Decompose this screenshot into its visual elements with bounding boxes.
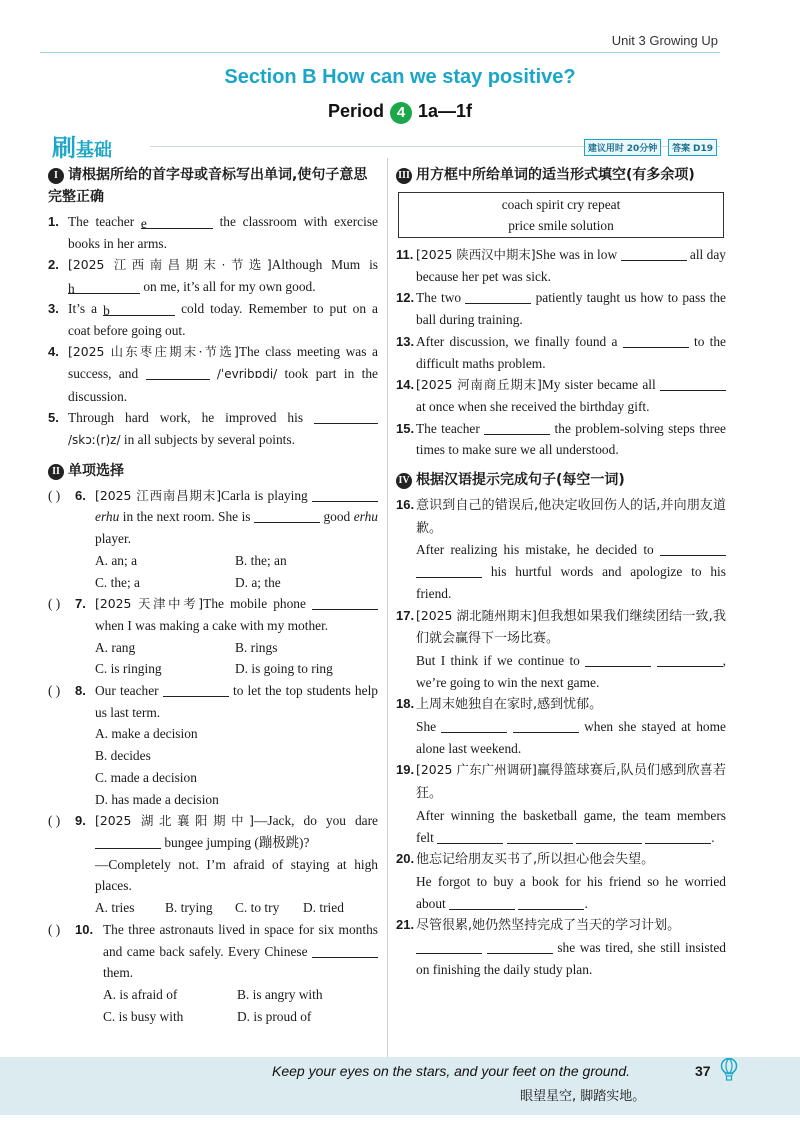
answer-blank[interactable] <box>312 486 378 502</box>
q-text: erhu <box>353 509 379 525</box>
answer-paren[interactable]: ( ) <box>48 487 61 503</box>
q-text: The three astronauts lived in space for six months and came back safely. Every Chinese <box>103 921 378 959</box>
hot-air-balloon-icon <box>720 1058 738 1088</box>
answer-paren[interactable]: ( ) <box>48 921 61 937</box>
q-chinese: 上周末她独自在家时,感到忧郁。 <box>416 697 603 713</box>
option-c[interactable]: C. made a decision <box>95 769 197 785</box>
q-number: 16. <box>396 497 415 513</box>
q-text: patiently taught us how to pass the ball during training. <box>416 290 726 328</box>
q-text: in the next room. She is <box>122 509 251 525</box>
q-text: The two <box>416 290 462 306</box>
question-1 <box>48 211 378 254</box>
question-10 <box>48 919 378 984</box>
q-text: them. <box>103 965 134 981</box>
answer-blank[interactable] <box>487 938 553 954</box>
q-source: [2025 河南商丘期末] <box>416 377 542 393</box>
question-16 <box>396 494 726 605</box>
period-range: 1a—1f <box>417 101 473 121</box>
q-text: to the difficult maths problem. <box>416 333 726 371</box>
q-text: My sister became all <box>541 377 656 393</box>
option-a[interactable]: A. rang <box>95 639 136 655</box>
question-2 <box>48 254 378 297</box>
question-6 <box>48 485 378 550</box>
roman-3-icon: III <box>396 168 412 184</box>
q-chinese: 意识到自己的错误后,他决定收回伤人的话,并向朋友道歉。 <box>416 498 726 536</box>
q-text: Our teacher <box>95 683 159 699</box>
answer-tag <box>668 139 717 156</box>
page-number: 37 <box>695 1063 711 1079</box>
question-8 <box>48 680 378 723</box>
answer-blank[interactable] <box>518 894 584 910</box>
time-label: 建议用时 <box>587 144 624 154</box>
q-text: After realizing his mistake, he decided to <box>416 542 654 558</box>
answer-blank[interactable] <box>660 375 726 391</box>
q-text: —Jack, do you dare <box>253 813 379 829</box>
answer-paren[interactable]: ( ) <box>48 813 61 829</box>
q-text: . <box>584 895 588 911</box>
q-chinese: 尽管很累,她仍然坚持完成了当天的学习计划。 <box>416 918 681 934</box>
column-divider <box>387 158 388 1058</box>
answer-blank[interactable] <box>484 419 550 435</box>
q-number: 21. <box>396 917 415 933</box>
question-3 <box>48 298 378 341</box>
question-18 <box>396 693 726 759</box>
q10-options <box>48 984 378 1027</box>
q-number: 20. <box>396 851 415 867</box>
q-source: [2025 湖北襄阳期中] <box>95 813 254 829</box>
option-d[interactable]: D. is proud of <box>237 1008 312 1024</box>
q-text: He forgot to buy a book for his friend so he worried about <box>416 873 726 911</box>
answer-blank[interactable] <box>146 364 210 380</box>
period-number-badge: 4 <box>390 102 412 124</box>
q-number: 4. <box>48 344 59 360</box>
word-box-line-1: coach spirit cry repeat <box>501 197 621 212</box>
q8-options <box>48 723 378 810</box>
q-text: took part in the discussion. <box>68 365 378 404</box>
period-label: Period <box>327 101 384 121</box>
q-source: [2025 湖北随州期末] <box>416 607 537 623</box>
first-letter-hint: h <box>68 281 75 297</box>
answer-blank[interactable] <box>95 833 161 849</box>
question-9 <box>48 810 378 897</box>
q-text: good <box>323 509 351 525</box>
q-number: 8. <box>75 683 86 699</box>
q-text: She <box>416 719 437 735</box>
unit-header: Unit 3 Growing Up <box>611 33 718 48</box>
question-17 <box>396 605 726 694</box>
q-text: The class meeting was a success, and <box>68 344 378 381</box>
option-a[interactable]: A. an; a <box>95 552 138 568</box>
q-source: [2025 天津中考] <box>95 596 204 612</box>
option-b[interactable]: B. rings <box>235 639 278 655</box>
q-text: on me, it’s all for my own good. <box>143 279 316 295</box>
answer-blank[interactable] <box>660 540 726 556</box>
answer-blank[interactable] <box>312 942 378 958</box>
answer-paren[interactable]: ( ) <box>48 683 61 699</box>
option-d[interactable]: D. a; the <box>235 574 281 590</box>
answer-blank[interactable] <box>657 651 723 667</box>
section-title: Section B How can we stay positive? <box>224 66 576 88</box>
question-19 <box>396 759 726 848</box>
answer-blank[interactable] <box>645 828 711 844</box>
q6-options <box>48 550 378 593</box>
q-number: 9. <box>75 813 86 829</box>
option-d[interactable]: D. is going to ring <box>235 661 333 677</box>
footer-quote-chinese: 眼望星空, 脚踏实地。 <box>520 1089 646 1104</box>
time-tag <box>584 139 661 156</box>
q-source: [2025 广东广州调研] <box>416 762 537 778</box>
part2-heading <box>48 460 378 482</box>
shua-logo <box>52 128 112 163</box>
footer-quote: Keep your eyes on the stars, and your feet on the ground. <box>272 1063 631 1079</box>
q-text: After winning the basketball game, the team members felt <box>416 807 726 845</box>
answer-blank[interactable] <box>623 332 689 348</box>
answer-blank[interactable] <box>312 594 378 610</box>
q-text: Through hard work, he improved his <box>68 410 304 426</box>
q-text: to let the top students help us last term. <box>95 683 378 720</box>
option-c[interactable]: C. the; a <box>95 574 140 590</box>
q-text: when I was making a cake with my mother. <box>95 617 329 633</box>
q-text: After discussion, we finally found a <box>416 333 618 349</box>
q-text: The teacher <box>416 420 480 436</box>
answer-blank[interactable] <box>254 507 320 523</box>
roman-4-icon: IV <box>396 473 412 489</box>
q-text: erhu <box>95 509 120 525</box>
option-b[interactable]: B. trying <box>165 900 213 916</box>
question-7 <box>48 593 378 636</box>
q7-options <box>48 637 378 680</box>
answer-blank[interactable] <box>621 245 687 261</box>
option-a[interactable]: A. make a decision <box>95 726 198 742</box>
part2-title: 单项选择 <box>68 462 124 479</box>
q-chinese: 赢得篮球赛后,队员们感到欣喜若狂。 <box>416 763 727 802</box>
answer-blank[interactable] <box>314 408 378 424</box>
option-b[interactable]: B. is angry with <box>237 986 323 1002</box>
answer-blank[interactable] <box>465 288 531 304</box>
answer-blank[interactable] <box>441 717 507 733</box>
answer-blank[interactable] <box>437 828 503 844</box>
question-13 <box>396 331 726 374</box>
answer-blank[interactable] <box>103 300 175 316</box>
q-source: [2025 江西南昌期末·节选] <box>68 257 272 273</box>
word-box-line-2: price smile solution <box>508 218 614 233</box>
roman-2-icon: II <box>48 464 64 480</box>
answer-blank[interactable] <box>449 894 515 910</box>
first-letter-hint: e <box>140 216 147 231</box>
q-text: Although Mum is <box>271 257 378 273</box>
q-text: She was in low <box>535 247 618 262</box>
q-number: 15. <box>396 420 415 436</box>
q-number: 10. <box>75 921 94 937</box>
question-5 <box>48 407 378 451</box>
q-number: 13. <box>396 333 415 349</box>
q-number: 5. <box>48 410 59 426</box>
answer-label: 答案 <box>672 144 691 154</box>
part3-heading <box>396 164 726 186</box>
option-c[interactable]: C. to try <box>235 900 280 916</box>
q-text: the classroom with exercise books in her arms. <box>68 214 378 251</box>
q-text: she was tired, she still insisted on finishing the daily study plan. <box>416 940 726 977</box>
answer-blank[interactable] <box>163 681 229 697</box>
q-text: . <box>711 829 715 845</box>
shua-small: 基础 <box>76 140 112 161</box>
q-text: It’s a <box>68 300 98 316</box>
header-rule <box>40 52 720 53</box>
q-number: 12. <box>396 290 415 306</box>
option-c[interactable]: C. is ringing <box>95 661 162 677</box>
q-text: , we’re going to win the next game. <box>416 652 726 690</box>
first-letter-hint: b <box>103 302 110 318</box>
q-source: [2025 江西南昌期末] <box>95 487 222 503</box>
right-column <box>396 160 726 981</box>
q-number: 6. <box>75 487 86 503</box>
left-column <box>48 160 378 1027</box>
answer-blank[interactable] <box>507 828 573 844</box>
q-source: [2025 山东枣庄期末·节选] <box>68 344 239 360</box>
q-text: cold today. Remember to put on a coat before going out. <box>68 300 378 338</box>
part4-heading <box>396 469 726 491</box>
q-text: The teacher <box>68 214 135 229</box>
q-number: 3. <box>48 300 59 316</box>
q-text: his hurtful words and apologize to his friend. <box>416 564 726 601</box>
question-4 <box>48 341 378 407</box>
q-text: all day because her pet was sick. <box>416 247 726 284</box>
q-text: player. <box>95 531 132 547</box>
answer-page: D19 <box>693 144 713 154</box>
q-text: —Completely not. I’m afraid of staying at high places. <box>95 856 378 894</box>
phonetic-hint: /skɔː(r)z/ <box>68 433 121 448</box>
question-15 <box>396 418 726 461</box>
q-text: bungee jumping (蹦极跳)? <box>164 834 310 850</box>
question-14 <box>396 374 726 417</box>
option-b[interactable]: B. the; an <box>235 552 287 568</box>
option-d[interactable]: D. tried <box>303 900 344 916</box>
q-text: the problem-solving steps three times to make sure we all understood. <box>416 420 726 458</box>
phonetic-hint: /ˈevribɒdi/ <box>216 366 278 381</box>
q-chinese: 但我想如果我们继续团结一致,我们就会赢得下一场比赛。 <box>416 608 727 647</box>
answer-blank[interactable] <box>513 717 579 733</box>
q-chinese: 他忘记给朋友买书了,所以担心他会失望。 <box>416 852 655 868</box>
answer-paren[interactable]: ( ) <box>48 596 61 612</box>
question-12 <box>396 287 726 330</box>
meta-tags <box>580 139 717 156</box>
q9-options <box>48 897 378 919</box>
answer-blank[interactable] <box>416 562 482 578</box>
part1-heading <box>48 164 378 208</box>
shua-big: 刷 <box>52 134 76 162</box>
option-d[interactable]: D. has made a decision <box>95 791 219 807</box>
question-20 <box>396 848 726 914</box>
q-source: [2025 陕西汉中期末] <box>416 247 536 262</box>
q-number: 19. <box>396 762 415 778</box>
question-21 <box>396 914 726 980</box>
answer-blank[interactable] <box>585 651 651 667</box>
q-text: The mobile phone <box>203 596 306 612</box>
q-text: Carla is playing <box>221 487 308 503</box>
option-c[interactable]: C. is busy with <box>103 1008 184 1024</box>
q-number: 17. <box>396 607 415 623</box>
part3-title: 用方框中所给单词的适当形式填空(有多余项) <box>416 167 695 183</box>
period-title <box>0 101 800 124</box>
q-text: at once when she received the birthday gift. <box>416 398 650 414</box>
q-number: 1. <box>48 214 59 229</box>
roman-1-icon: I <box>48 168 64 184</box>
q-number: 11. <box>396 247 414 262</box>
time-value: 20分钟 <box>626 144 658 154</box>
option-b[interactable]: B. decides <box>95 748 151 764</box>
question-11 <box>396 244 726 287</box>
q-text: when she stayed at home alone last weekend. <box>416 719 726 756</box>
answer-blank[interactable] <box>141 213 213 229</box>
q-number: 18. <box>396 696 415 712</box>
answer-blank[interactable] <box>416 938 482 954</box>
answer-blank[interactable] <box>68 278 140 297</box>
part4-title: 根据汉语提示完成句子(每空一词) <box>416 472 625 489</box>
answer-blank[interactable] <box>576 828 642 844</box>
q-number: 2. <box>48 257 59 273</box>
q-number: 14. <box>396 377 415 393</box>
q-number: 7. <box>75 596 86 612</box>
q-text: But I think if we continue to <box>416 652 580 668</box>
option-a[interactable]: A. tries <box>95 900 135 916</box>
part1-title: 请根据所给的首字母或音标写出单词,使句子意思完整正确 <box>48 167 368 205</box>
q-text: in all subjects by several points. <box>123 432 295 448</box>
option-a[interactable]: A. is afraid of <box>103 986 178 1002</box>
word-box <box>398 192 724 238</box>
